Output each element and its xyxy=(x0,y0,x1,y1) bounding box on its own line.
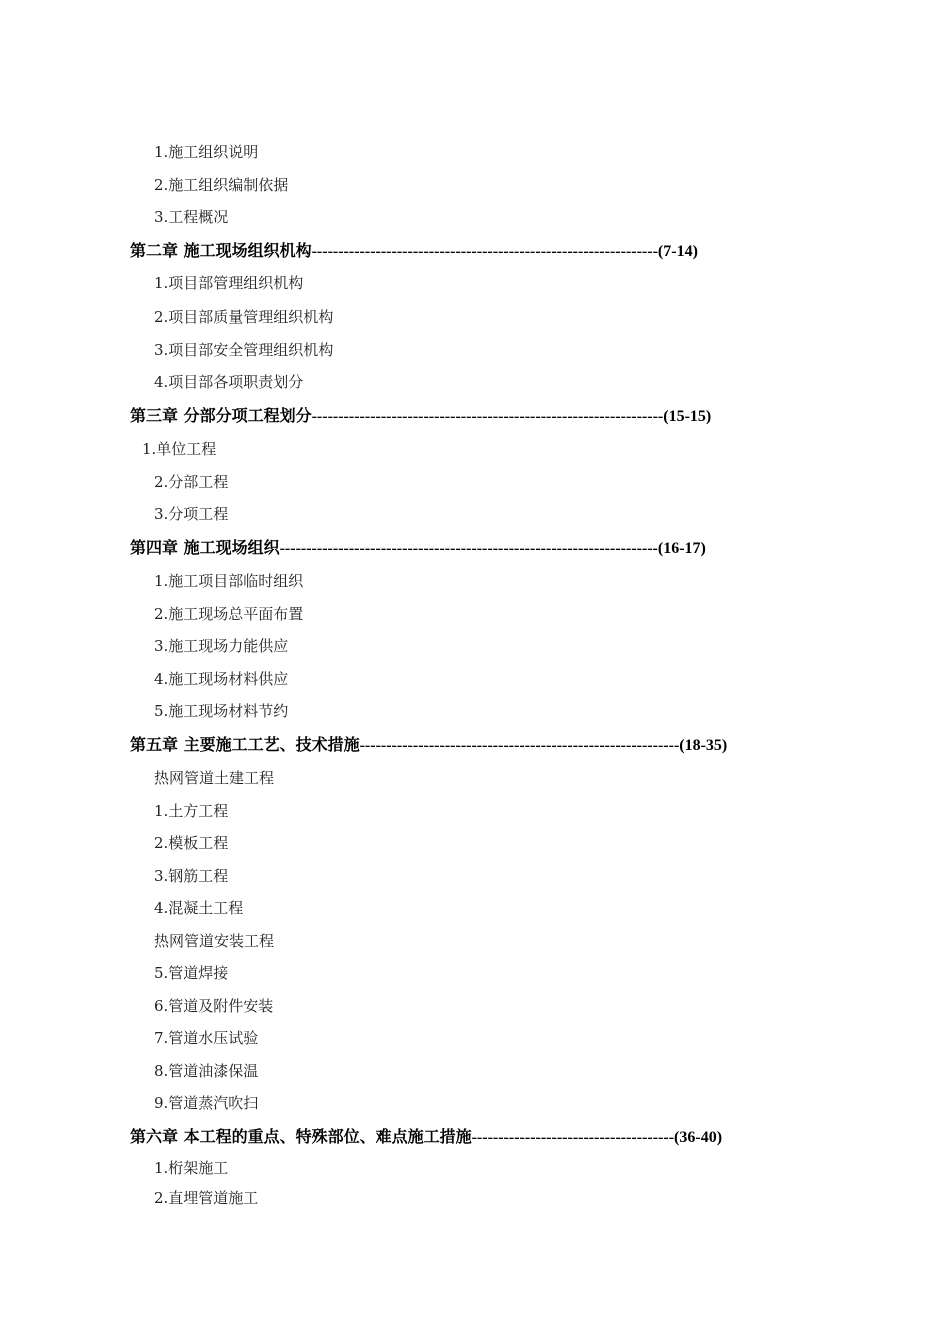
toc-item: 6.管道及附件安装 xyxy=(154,997,274,1015)
page-range: (16-17) xyxy=(657,540,706,557)
dot-leader: ------------------------------------------------------------ xyxy=(359,737,680,754)
toc-item: 3.分项工程 xyxy=(154,505,229,523)
toc-item: 7.管道水压试验 xyxy=(154,1029,259,1047)
chapter-title: 第四章 施工现场组织 xyxy=(130,538,280,557)
page-range: (18-35) xyxy=(679,737,728,754)
toc-item: 2.项目部质量管理组织机构 xyxy=(154,308,334,326)
toc-item: 3.施工现场力能供应 xyxy=(154,637,289,655)
toc-item: 3.项目部安全管理组织机构 xyxy=(154,341,334,359)
chapter-heading xyxy=(130,732,727,755)
page-range: (15-15) xyxy=(663,408,712,425)
chapter-title: 第六章 本工程的重点、特殊部位、难点施工措施 xyxy=(130,1127,472,1146)
chapter-title: 第二章 施工现场组织机构 xyxy=(130,241,312,260)
toc-item: 1.施工组织说明 xyxy=(154,143,259,161)
toc-subsection: 热网管道安装工程 xyxy=(154,932,275,950)
toc-item: 1.单位工程 xyxy=(142,440,217,458)
toc-item: 9.管道蒸汽吹扫 xyxy=(154,1094,259,1112)
dot-leader: ----------------------------------------------------------------- xyxy=(311,243,658,260)
toc-item: 5.施工现场材料节约 xyxy=(154,702,289,720)
dot-leader: -------------------------------------- xyxy=(471,1129,675,1146)
toc-item: 4.项目部各项职责划分 xyxy=(154,373,304,391)
toc-subsection: 热网管道土建工程 xyxy=(154,769,275,787)
chapter-heading xyxy=(130,403,711,426)
toc-item: 4.施工现场材料供应 xyxy=(154,670,289,688)
chapter-heading xyxy=(130,535,706,558)
dot-leader: ----------------------------------------------------------------------- xyxy=(279,540,658,557)
toc-item: 8.管道油漆保温 xyxy=(154,1062,259,1080)
chapter-heading xyxy=(130,238,698,261)
toc-item: 2.施工现场总平面布置 xyxy=(154,605,304,623)
toc-item: 1.施工项目部临时组织 xyxy=(154,572,304,590)
toc-item: 2.施工组织编制依据 xyxy=(154,176,289,194)
page-range: (7-14) xyxy=(657,243,698,260)
toc-item: 1.桁架施工 xyxy=(154,1159,229,1177)
toc-item: 2.分部工程 xyxy=(154,473,229,491)
toc-item: 1.土方工程 xyxy=(154,802,229,820)
dot-leader: ------------------------------------------------------------------ xyxy=(311,408,664,425)
chapter-title: 第三章 分部分项工程划分 xyxy=(130,406,312,425)
chapter-heading xyxy=(130,1124,722,1147)
toc-item: 2.模板工程 xyxy=(154,834,229,852)
toc-item: 2.直埋管道施工 xyxy=(154,1189,259,1207)
toc-item: 3.钢筋工程 xyxy=(154,867,229,885)
toc-item: 1.项目部管理组织机构 xyxy=(154,274,304,292)
chapter-title: 第五章 主要施工工艺、技术措施 xyxy=(130,735,360,754)
toc-item: 5.管道焊接 xyxy=(154,964,229,982)
toc-item: 4.混凝土工程 xyxy=(154,899,244,917)
page-range: (36-40) xyxy=(674,1129,723,1146)
toc-item: 3.工程概况 xyxy=(154,208,229,226)
